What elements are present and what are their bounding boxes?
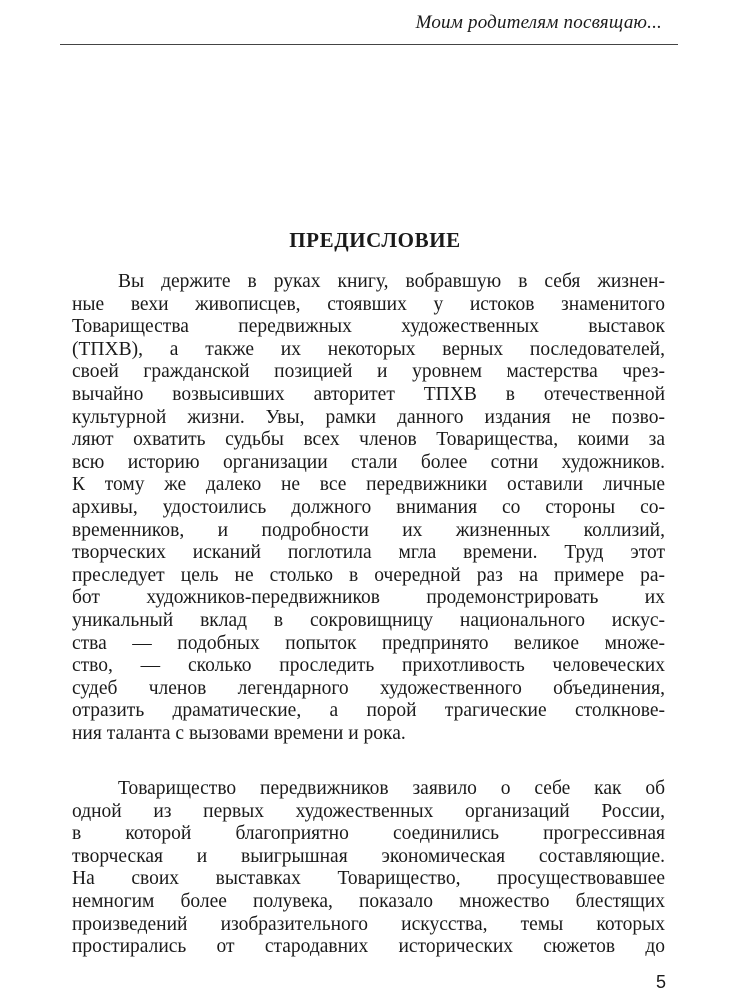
text-line: творческих исканий поглотила мгла времени. Труд этот: [72, 542, 665, 564]
text-line: На своих выставках Товарищество, просуществовавшее: [72, 868, 665, 890]
text-line: творческая и выигрышная экономическая составляющие.: [72, 845, 665, 867]
text-line: одной из первых художественных организаций России,: [72, 800, 665, 822]
header-rule: [60, 44, 678, 45]
text-line: ные вехи живописцев, стоявших у истоков знаменитого: [72, 293, 665, 315]
text-line: ляют охватить судьбы всех членов Товарищества, коими за: [72, 429, 665, 451]
paragraph-2: [72, 778, 665, 959]
text-line: всю историю организации стали более сотни художников.: [72, 451, 665, 473]
text-line: временников, и подробности их жизненных коллизий,: [72, 519, 665, 541]
page-number: 5: [655, 972, 666, 992]
text-line: уникальный вклад в сокровищницу национального искус-: [72, 609, 665, 631]
text-line: своей гражданской позицией и уровнем мастерства чрез-: [72, 361, 665, 383]
text-line: Товарищества передвижных художественных выставок: [72, 316, 665, 338]
text-line: простирались от стародавних исторических сюжетов до: [72, 936, 665, 958]
text-line: бот художников-передвижников продемонстрировать их: [72, 587, 665, 609]
text-line: преследует цель не столько в очередной раз на примере ра-: [72, 564, 665, 586]
text-line: произведений изобразительного искусства, темы которых: [72, 913, 665, 935]
chapter-heading: ПРЕДИСЛОВИЕ: [289, 228, 461, 252]
text-line: в которой благоприятно соединились прогрессивная: [72, 823, 665, 845]
text-line: ства — подобных попыток предпринято великое множе-: [72, 632, 665, 654]
text-line: Товарищество передвижников заявило о себе как об: [118, 778, 665, 799]
text-line: (ТПХВ), а также их некоторых верных последователей,: [72, 338, 665, 360]
text-line: ния таланта с вызовами времени и рока.: [72, 722, 406, 744]
text-line: немногим более полувека, показало множество блестящих: [72, 890, 665, 912]
text-line: судеб членов легендарного художественного объединения,: [72, 677, 665, 699]
text-line: ство, — сколько проследить прихотливость человеческих: [72, 655, 665, 677]
text-line: вычайно возвысивших авторитет ТПХВ в отечественной: [72, 383, 665, 405]
paragraph-1: [72, 271, 665, 745]
dedication: Моим родителям посвящаю...: [415, 12, 662, 33]
text-line: культурной жизни. Увы, рамки данного издания не позво-: [72, 406, 665, 428]
text-line: К тому же далеко не все передвижники оставили личные: [72, 474, 665, 496]
text-line: Вы держите в руках книгу, вобравшую в себя жизнен-: [118, 271, 665, 292]
text-line: архивы, удостоились должного внимания со стороны со-: [72, 496, 665, 518]
text-line: отразить драматические, а порой трагические столкнове-: [72, 700, 665, 722]
